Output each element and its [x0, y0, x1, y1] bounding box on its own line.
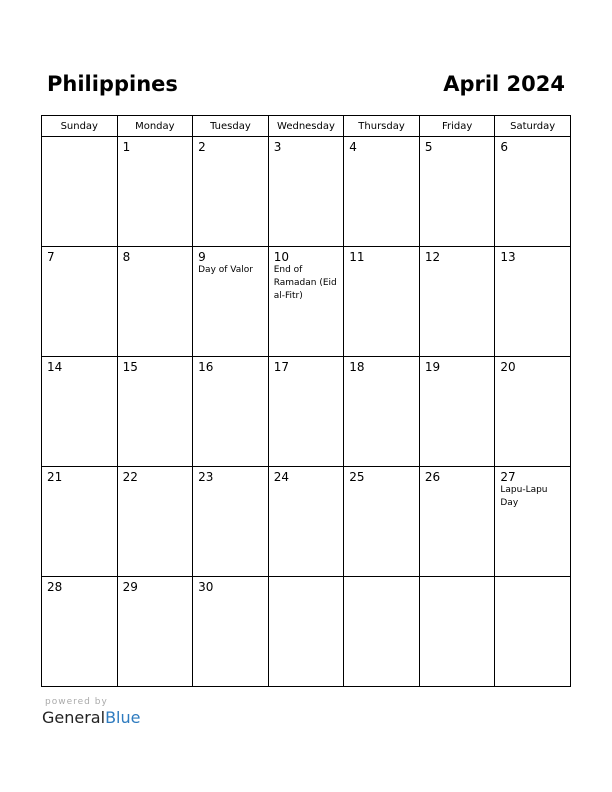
day-number: 21	[47, 470, 63, 484]
week-row	[42, 357, 571, 467]
day-number: 4	[349, 140, 357, 154]
day-cell	[268, 357, 344, 467]
day-number: 7	[47, 250, 55, 264]
day-number	[495, 577, 570, 580]
day-cell	[495, 357, 571, 467]
weekday-tuesday: Tuesday	[193, 116, 269, 137]
weekday-saturday: Saturday	[495, 116, 571, 137]
day-cell	[419, 137, 495, 247]
day-number: 15	[122, 360, 138, 374]
day-number	[269, 577, 344, 580]
day-cell	[117, 247, 193, 357]
day-cell	[193, 467, 269, 577]
day-number: 13	[500, 250, 516, 264]
brand-blue-text: Blue	[105, 708, 141, 727]
country-title: Philippines	[47, 72, 178, 96]
week-row	[42, 137, 571, 247]
day-cell	[42, 247, 118, 357]
day-number: 23	[198, 470, 214, 484]
week-row	[42, 247, 571, 357]
calendar-grid	[41, 115, 571, 687]
day-cell	[117, 357, 193, 467]
day-number: 9	[198, 250, 206, 264]
weekday-thursday: Thursday	[344, 116, 420, 137]
day-cell	[344, 577, 420, 687]
day-cell	[193, 137, 269, 247]
day-cell	[193, 247, 269, 357]
day-cell	[117, 577, 193, 687]
day-number: 26	[424, 470, 441, 484]
day-number: 16	[198, 360, 214, 374]
day-cell	[42, 577, 118, 687]
holiday-label: End of Ramadan (Eid al-Fitr)	[273, 265, 337, 301]
month-year-title: April 2024	[443, 72, 565, 96]
weekday-monday: Monday	[117, 116, 193, 137]
day-number: 3	[273, 140, 282, 154]
day-cell	[193, 357, 269, 467]
day-number: 14	[47, 360, 63, 374]
holiday-label: Lapu-Lapu Day	[500, 485, 548, 508]
generalblue-logo[interactable]	[42, 708, 140, 728]
day-cell	[419, 357, 495, 467]
day-cell	[268, 577, 344, 687]
day-number: 30	[198, 580, 214, 594]
week-row	[42, 577, 571, 687]
day-number: 12	[424, 250, 441, 264]
day-number	[344, 577, 419, 580]
day-number: 29	[122, 580, 138, 594]
week-row	[42, 467, 571, 577]
day-cell	[42, 467, 118, 577]
powered-by-text: powered by	[45, 697, 108, 707]
day-number: 17	[273, 360, 289, 374]
day-number: 10	[273, 250, 289, 264]
day-number: 24	[273, 470, 289, 484]
day-cell	[42, 137, 118, 247]
day-cell	[419, 247, 495, 357]
day-cell	[495, 467, 571, 577]
day-cell	[117, 137, 193, 247]
brand-general-text: General	[42, 708, 106, 727]
holiday-label: Day of Valor	[198, 265, 253, 275]
day-number: 28	[47, 580, 63, 594]
day-number	[42, 137, 117, 140]
day-cell	[344, 247, 420, 357]
day-number: 18	[349, 360, 365, 374]
day-number: 19	[424, 360, 441, 374]
day-cell	[268, 137, 344, 247]
day-cell	[495, 137, 571, 247]
weekday-wednesday: Wednesday	[268, 116, 344, 137]
weekday-header-row	[42, 116, 571, 137]
day-cell	[344, 467, 420, 577]
day-cell	[344, 357, 420, 467]
day-number: 1	[122, 140, 131, 154]
day-cell	[419, 467, 495, 577]
day-number: 22	[122, 470, 138, 484]
day-number: 6	[500, 140, 509, 154]
day-cell	[419, 577, 495, 687]
day-number: 2	[198, 140, 206, 154]
day-cell	[193, 577, 269, 687]
weekday-friday: Friday	[419, 116, 495, 137]
day-cell	[268, 247, 344, 357]
day-number: 11	[349, 250, 365, 264]
day-number: 27	[500, 470, 516, 484]
day-number: 8	[122, 250, 131, 264]
day-cell	[495, 577, 571, 687]
day-cell	[117, 467, 193, 577]
day-cell	[344, 137, 420, 247]
day-number	[420, 577, 495, 580]
day-cell	[495, 247, 571, 357]
day-number: 20	[500, 360, 516, 374]
day-number: 25	[349, 470, 365, 484]
day-number: 5	[424, 140, 433, 154]
day-cell	[42, 357, 118, 467]
weekday-sunday: Sunday	[42, 116, 118, 137]
day-cell	[268, 467, 344, 577]
